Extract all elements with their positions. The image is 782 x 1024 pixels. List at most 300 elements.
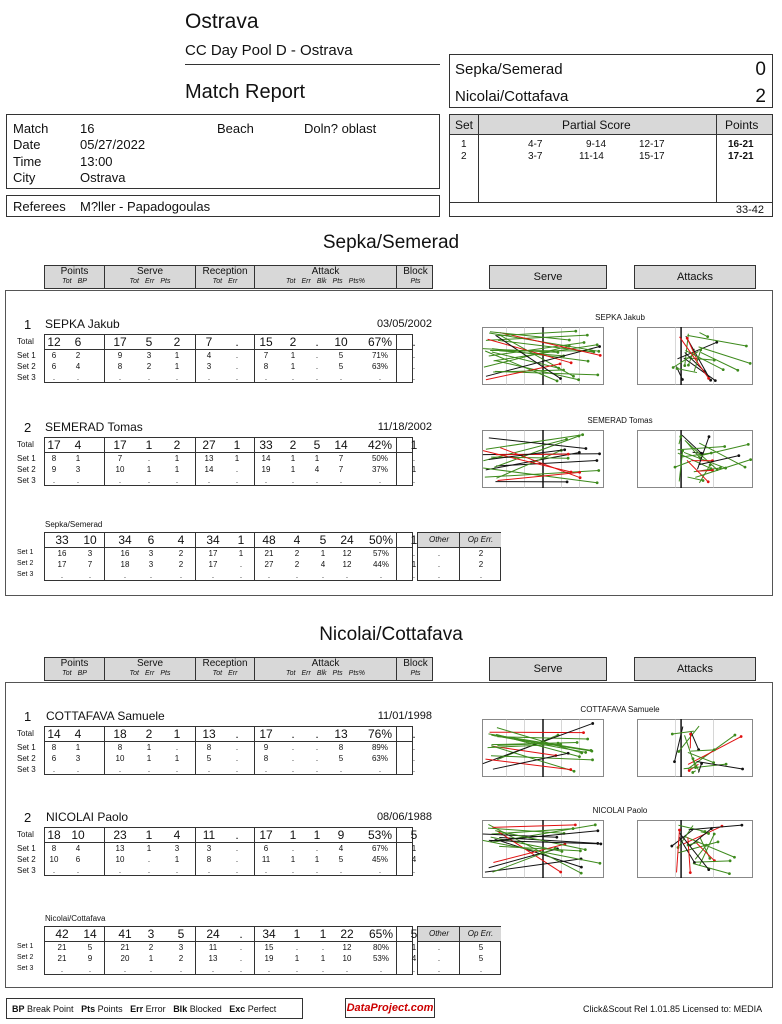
stat-cell: . (52, 866, 56, 875)
ps-set1-p3: 12-17 (639, 139, 665, 150)
stat-cell: . (52, 476, 56, 485)
team-stat-cell: 3 (87, 549, 93, 558)
stats-row-set3 (45, 372, 414, 383)
stat-cell: 8 (51, 743, 57, 752)
trajectory-endpoint (556, 379, 559, 382)
team-row-label-set1: Set 1 (17, 943, 34, 950)
team-stat-cell: 3 (148, 560, 154, 569)
stats-row-set1 (45, 742, 414, 753)
other-cell: . (437, 943, 441, 952)
trajectory-endpoint (717, 841, 720, 844)
stat-cell: . (235, 743, 239, 752)
team-stat-cell: 1 (320, 954, 326, 963)
stat-cell: . (291, 754, 295, 763)
col-group-title: Block (403, 266, 428, 277)
team-stat-cell: 41 (118, 927, 132, 941)
trajectory-endpoint (586, 738, 589, 741)
trajectory-endpoint (681, 378, 684, 381)
trajectory-endpoint (686, 337, 689, 340)
trajectory-endpoint (745, 345, 748, 348)
col-sub-header: Blk (316, 670, 327, 677)
serve-direction-chart (482, 820, 604, 878)
team-stat-cell: 5 (87, 943, 93, 952)
stat-cell: . (315, 866, 319, 875)
col-sub-header: BP (77, 670, 87, 677)
stat-cell: 42% (368, 438, 393, 452)
stats-column-header-1 (44, 657, 433, 681)
row-label-set3: Set 3 (17, 476, 36, 485)
trajectory-endpoint (567, 453, 570, 456)
stat-cell: . (76, 765, 80, 774)
stats-row-set3 (45, 764, 414, 775)
stat-cell: 89% (371, 743, 388, 752)
trajectory-endpoint (576, 741, 579, 744)
row-label-set1: Set 1 (17, 743, 36, 752)
row-label-total: Total (17, 440, 34, 449)
serve-chart-player-label: COTTAFAVA Samuele (580, 705, 660, 714)
ps-total: 33-42 (735, 204, 764, 216)
trajectory-endpoint (579, 849, 582, 852)
trajectory-endpoint (670, 845, 673, 848)
stat-cell: 1 (146, 465, 152, 474)
stat-cell: . (412, 727, 416, 741)
stat-cell: . (235, 727, 239, 741)
stat-cell: 71% (371, 351, 388, 360)
partial-score-box (449, 114, 773, 217)
stat-cell: 10 (71, 828, 85, 842)
team-stat-cell: 10 (83, 533, 97, 547)
op-err-header: Op Err. (460, 927, 501, 941)
team-stat-cell: . (239, 965, 243, 974)
team-row-team_total (45, 533, 418, 547)
team-row-team_set3 (45, 964, 414, 975)
player-birthdate: 11/01/1998 (377, 710, 432, 722)
stat-cell: 9 (51, 465, 57, 474)
col-sub-headers (105, 277, 195, 286)
stat-cell: 10 (49, 855, 59, 864)
stats-table (44, 827, 418, 876)
player-number: 2 (24, 420, 32, 435)
stat-cell: 4 (314, 465, 320, 474)
other-header: Other (418, 927, 460, 941)
stat-cell: 5 (338, 855, 344, 864)
col-group-block (397, 658, 434, 680)
team-stat-cell: 2 (294, 560, 300, 569)
stat-cell: . (52, 373, 56, 382)
team-row-team_set3 (45, 570, 414, 581)
team-row-label-set3: Set 3 (17, 965, 34, 972)
stat-cell: 2 (289, 335, 297, 349)
stats-table (44, 726, 416, 775)
stat-cell: 2 (146, 362, 152, 371)
stat-cell: . (52, 765, 56, 774)
stat-cell: . (147, 866, 151, 875)
team-stat-cell: 2 (178, 560, 184, 569)
ps-set2-p1: 3-7 (528, 151, 543, 162)
trajectory-endpoint (736, 369, 739, 372)
team-stat-cell: 1 (411, 943, 417, 952)
op-err-cell: 2 (478, 549, 484, 558)
player-birthdate: 03/05/2002 (376, 318, 432, 330)
team-stat-cell: . (267, 571, 271, 580)
team-totals-label: Sepka/Semerad (45, 520, 103, 529)
trajectory-endpoint (747, 443, 750, 446)
stat-cell: . (291, 476, 295, 485)
stat-cell: . (378, 765, 382, 774)
serve-chart-player-label: SEPKA Jakub (595, 313, 645, 322)
col-group-serve (105, 266, 196, 288)
version-license: Click&Scout Rel 1.01.85 Licensed to: MEDIA (583, 1004, 763, 1014)
referees-value: M?ller - Papadogoulas (80, 199, 211, 214)
col-group-reception (196, 266, 255, 288)
stat-cell: 6 (263, 844, 269, 853)
set-header: Set (455, 118, 474, 132)
header-rule (185, 64, 440, 65)
stat-cell: 1 (173, 727, 181, 741)
stat-cell: 3 (174, 844, 180, 853)
op-err-cell: 2 (478, 560, 484, 569)
player-number: 1 (24, 317, 32, 332)
trajectory-endpoint (590, 750, 593, 753)
stat-cell: 5 (338, 754, 344, 763)
col-sub-header: Pts (332, 278, 343, 285)
col-sub-header: Tot (129, 278, 139, 285)
col-sub-header: Pts (410, 670, 421, 677)
trajectory-endpoint (708, 435, 711, 438)
team-stat-cell: . (239, 571, 243, 580)
stat-cell: . (175, 743, 179, 752)
stat-cell: . (339, 866, 343, 875)
row-label-set3: Set 3 (17, 866, 36, 875)
stat-cell: 1 (411, 465, 417, 474)
row-label-set3: Set 3 (17, 765, 36, 774)
stat-cell: . (378, 866, 382, 875)
stat-cell: 17 (259, 727, 273, 741)
trajectory-endpoint (599, 843, 602, 846)
legend-blk-value: Blocked (189, 1004, 222, 1014)
trajectory-endpoint (595, 459, 598, 462)
serve-chart-button[interactable]: Serve (489, 657, 607, 681)
stat-cell: 13 (204, 454, 214, 463)
stat-cell: 8 (206, 855, 212, 864)
team-row-label-set3: Set 3 (17, 571, 34, 578)
trajectory-endpoint (567, 752, 570, 755)
row-label-set2: Set 2 (17, 465, 36, 474)
trajectory-endpoint (688, 769, 691, 772)
team-stat-cell: 5 (319, 533, 327, 547)
stat-cell: 4 (74, 438, 82, 452)
team-stat-cell: 24 (206, 927, 220, 941)
trajectory-endpoint (713, 748, 716, 751)
trajectory-endpoint (559, 871, 562, 874)
trajectory-endpoint (672, 366, 675, 369)
stat-cell: 63% (371, 362, 388, 371)
col-sub-header: Tot (212, 670, 223, 677)
other-cell: . (437, 954, 441, 963)
stat-cell: 5 (206, 754, 212, 763)
trajectory-endpoint (692, 757, 695, 760)
team-stat-cell: 2 (294, 549, 300, 558)
trajectory-endpoint (725, 763, 728, 766)
trajectory-endpoint (586, 334, 589, 337)
stat-cell: . (412, 335, 416, 349)
ps-set1: 1 (461, 139, 467, 150)
beach-label: Beach (217, 121, 254, 136)
team-stat-cell: . (211, 965, 215, 974)
stat-cell: 1 (314, 454, 320, 463)
trajectory-endpoint (587, 360, 590, 363)
stat-cell: 9 (117, 351, 123, 360)
stat-cell: . (235, 765, 239, 774)
trajectory-endpoint (744, 466, 747, 469)
stat-cell: 4 (74, 727, 82, 741)
stat-cell: 1 (290, 362, 296, 371)
city-label: City (13, 170, 36, 185)
team-stat-cell: . (412, 549, 416, 558)
team-stat-cell: 13 (208, 954, 218, 963)
row-label-total: Total (17, 337, 34, 346)
col-group-title: Reception (202, 658, 248, 669)
trajectory-endpoint (563, 448, 566, 451)
trajectory-endpoint (722, 368, 725, 371)
op-err-cell: 5 (478, 943, 484, 952)
stat-cell: 13 (202, 727, 216, 741)
stat-cell: . (76, 476, 80, 485)
trajectory-endpoint (676, 367, 679, 370)
attacks-chart-button[interactable]: Attacks (634, 265, 756, 289)
city-value: Ostrava (80, 170, 126, 185)
col-group-reception (196, 658, 255, 680)
player-name: SEMERAD Tomas (45, 420, 143, 434)
stat-cell: 1 (75, 743, 81, 752)
trajectory-endpoint (577, 378, 580, 381)
serve-direction-chart (482, 430, 604, 488)
stats-row-total (45, 828, 418, 842)
trajectory-endpoint (578, 471, 581, 474)
stat-cell: . (264, 476, 268, 485)
stat-cell: . (291, 765, 295, 774)
points-header: Points (725, 118, 759, 132)
col-group-title: Block (403, 658, 428, 669)
team-stat-cell: 4 (177, 533, 185, 547)
row-label-set2: Set 2 (17, 855, 36, 864)
team-row-label-set2: Set 2 (17, 560, 34, 567)
stat-cell: 1 (234, 454, 240, 463)
trajectory-endpoint (578, 451, 581, 454)
trajectory-endpoint (578, 755, 581, 758)
trajectory-endpoint (734, 734, 737, 737)
attacks-chart-button[interactable]: Attacks (634, 657, 756, 681)
player-name: NICOLAI Paolo (46, 810, 129, 824)
team-stat-cell: 57% (372, 549, 389, 558)
team-stat-cell: 2 (148, 943, 154, 952)
stat-cell: 8 (51, 454, 57, 463)
stat-cell: . (264, 765, 268, 774)
attack-direction-chart (637, 719, 753, 777)
match-value: 16 (80, 121, 95, 136)
stat-cell: . (118, 373, 122, 382)
legend-err-value: Error (145, 1004, 166, 1014)
serve-chart-button[interactable]: Serve (489, 265, 607, 289)
team-stat-cell: 1 (320, 549, 326, 558)
trajectory-endpoint (557, 351, 560, 354)
op-err-cell: . (479, 965, 483, 974)
pool-name: CC Day Pool D - Ostrava (185, 42, 353, 59)
stat-cell: . (291, 743, 295, 752)
col-group-title: Attack (311, 266, 340, 277)
ps-divider-1 (478, 115, 479, 202)
col-group-title: Points (60, 266, 89, 277)
team-stat-cell: 1 (237, 533, 245, 547)
col-group-title: Reception (202, 266, 248, 277)
stat-cell: 1 (290, 454, 296, 463)
col-group-points (45, 266, 105, 288)
trajectory-endpoint (584, 848, 587, 851)
stats-row-set2 (45, 753, 414, 764)
team-stat-cell: 21 (120, 943, 130, 952)
team-stat-cell: . (321, 965, 325, 974)
stat-cell: . (412, 351, 416, 360)
col-sub-header: Tot (285, 670, 296, 677)
stat-cell: . (207, 373, 211, 382)
stat-cell: 17 (113, 438, 127, 452)
team-stat-cell: 20 (120, 954, 130, 963)
stat-cell: 2 (75, 351, 81, 360)
stat-cell: . (235, 335, 239, 349)
team-stat-cell: . (88, 571, 92, 580)
trajectory-endpoint (737, 454, 740, 457)
team-stat-cell: . (88, 965, 92, 974)
team-row-label-set1: Set 1 (17, 549, 34, 556)
stat-cell: . (235, 855, 239, 864)
player-name: COTTAFAVA Samuele (46, 709, 165, 723)
stat-cell: . (315, 476, 319, 485)
team-stat-cell: 2 (178, 954, 184, 963)
trajectory-endpoint (581, 433, 584, 436)
stat-cell: . (315, 362, 319, 371)
stat-cell: . (339, 476, 343, 485)
stat-cell: 8 (338, 743, 344, 752)
date-label: Date (13, 137, 41, 152)
legend-box (6, 998, 303, 1019)
stat-cell: 5 (338, 351, 344, 360)
team-row-team_set1 (45, 942, 417, 953)
col-sub-headers (196, 277, 254, 286)
stat-cell: 1 (289, 828, 297, 842)
team-stat-cell: 11 (208, 943, 218, 952)
team-stat-cell: 1 (411, 560, 417, 569)
trajectory-endpoint (596, 481, 599, 484)
trajectory-endpoint (584, 751, 587, 754)
player-birthdate: 11/18/2002 (377, 421, 432, 433)
trajectory-endpoint (687, 364, 690, 367)
trajectory-endpoint (706, 335, 709, 338)
other-header: Other (418, 533, 460, 547)
trajectory-endpoint (677, 750, 680, 753)
stat-cell: 14 (334, 438, 348, 452)
stat-cell: . (207, 765, 211, 774)
trajectory-endpoint (678, 829, 681, 832)
team-stat-cell: 22 (340, 927, 354, 941)
player-birthdate: 08/06/1988 (376, 811, 432, 823)
legend-exc-key: Exc (229, 1004, 246, 1014)
team-stat-cell: 1 (148, 954, 154, 963)
stat-cell: 1 (290, 465, 296, 474)
team-stat-cell: . (295, 965, 299, 974)
team-row-team_set2 (45, 559, 417, 570)
stat-cell: . (235, 754, 239, 763)
stats-table (44, 334, 416, 383)
team-stat-cell: . (345, 965, 349, 974)
trajectory-endpoint (594, 823, 597, 826)
other-operr-table (417, 926, 501, 975)
col-sub-header: Err (301, 670, 311, 677)
team-stat-cell: 21 (57, 954, 67, 963)
team-stat-cell: 12 (342, 943, 352, 952)
trajectory-endpoint (749, 362, 752, 365)
trajectory-endpoint (559, 743, 562, 746)
team-stat-cell: 16 (120, 549, 130, 558)
trajectory-endpoint (585, 447, 588, 450)
score-team2-sets: 2 (755, 86, 766, 107)
team-stat-cell: 21 (57, 943, 67, 952)
legend-pts-value: Points (97, 1004, 123, 1014)
stat-cell: . (412, 765, 416, 774)
referees-label: Referees (13, 199, 66, 214)
stat-cell: 17 (47, 438, 61, 452)
trajectory-endpoint (740, 735, 743, 738)
team-stat-cell: 53% (372, 954, 389, 963)
trajectory-endpoint (570, 361, 573, 364)
trajectory-line (490, 350, 592, 351)
row-label-set1: Set 1 (17, 844, 36, 853)
stat-cell: . (118, 866, 122, 875)
stat-cell: 1 (174, 754, 180, 763)
stat-cell: . (291, 844, 295, 853)
trajectory-endpoint (674, 466, 677, 469)
stat-cell: . (339, 373, 343, 382)
col-group-attack (255, 658, 397, 680)
attack-direction-chart (637, 430, 753, 488)
team-totals-table (44, 926, 418, 975)
stat-cell: . (235, 828, 239, 842)
stat-cell: 10 (115, 855, 125, 864)
stat-cell: . (412, 476, 416, 485)
stat-cell: 7 (338, 465, 344, 474)
team-row-label-set2: Set 2 (17, 954, 34, 961)
stat-cell: 1 (233, 438, 241, 452)
team-stat-cell: 17 (208, 549, 218, 558)
stat-cell: 7 (263, 351, 269, 360)
stat-cell: . (76, 866, 80, 875)
team-row-team_total (45, 927, 418, 941)
stat-cell: . (118, 765, 122, 774)
team-stat-cell: 12 (342, 560, 352, 569)
col-sub-header: Tot (62, 278, 72, 285)
team-stat-cell: 16 (57, 549, 67, 558)
stat-cell: 1 (313, 828, 321, 842)
stat-cell: 8 (263, 754, 269, 763)
trajectory-endpoint (707, 377, 710, 380)
stat-cell: 23 (113, 828, 127, 842)
team-section-title: Nicolai/Cottafava (319, 624, 463, 645)
stat-cell: . (291, 373, 295, 382)
stat-cell: 2 (173, 438, 181, 452)
stat-cell: 11 (261, 855, 271, 864)
stat-cell: 5 (338, 362, 344, 371)
trajectory-endpoint (741, 768, 744, 771)
stat-cell: . (291, 727, 295, 741)
